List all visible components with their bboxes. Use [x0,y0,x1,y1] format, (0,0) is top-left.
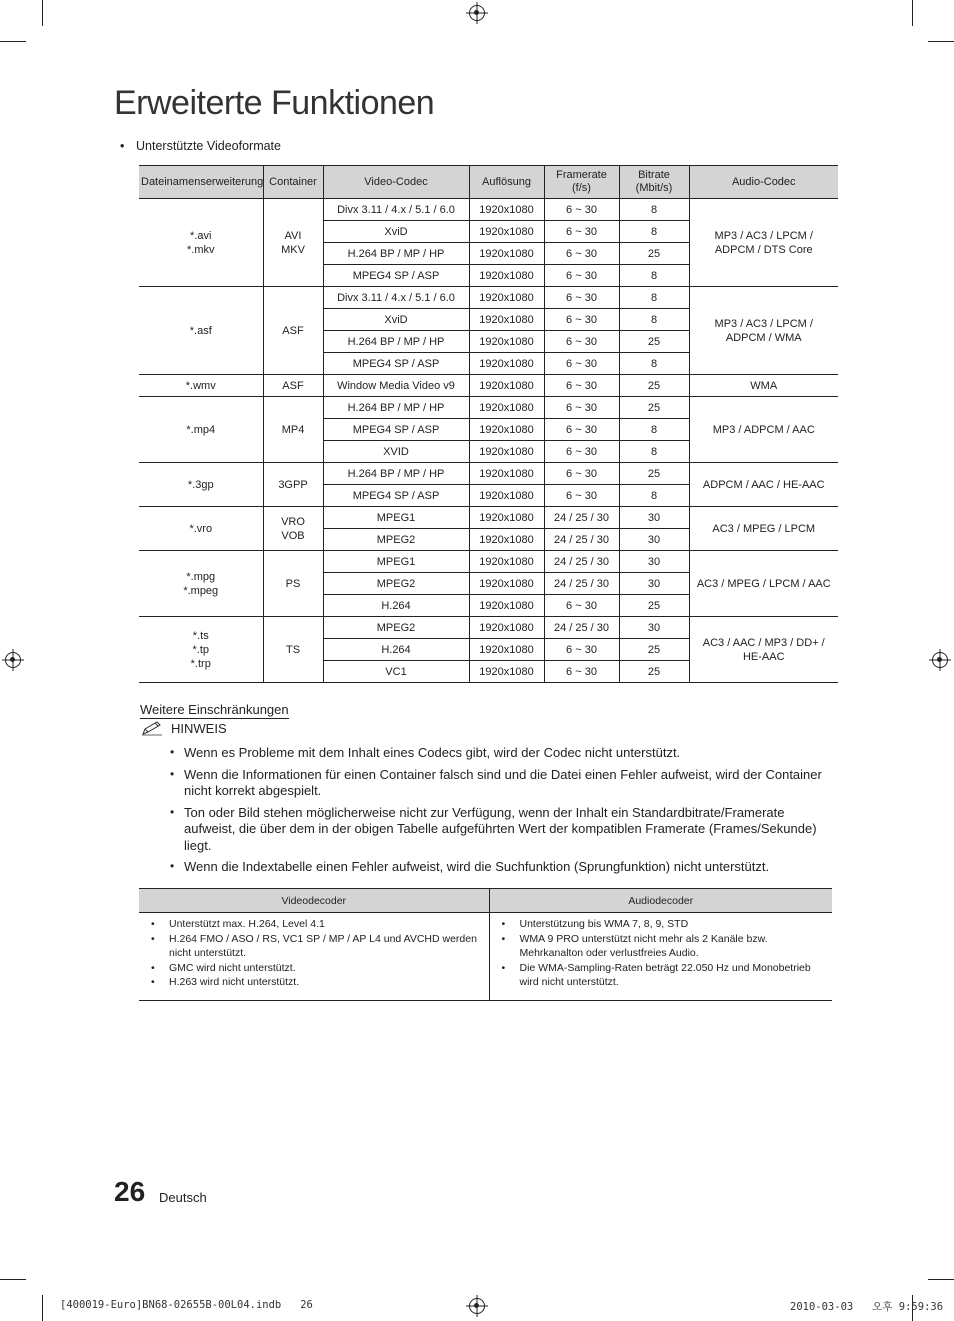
crop-mark [0,1279,26,1280]
cell-bitrate: 8 [619,287,689,309]
cell-resolution: 1920x1080 [469,199,544,221]
audiodecoder-cell [489,913,832,1001]
bullet-icon: • [120,139,125,153]
cell-audio-codec: MP3 / AC3 / LPCM / ADPCM / WMA [689,287,838,375]
cell-video-codec: MPEG1 [323,507,469,529]
note-item: • Wenn die Indextabelle einen Fehler aufweist, wird die Suchfunktion (Sprungfunktion) nicht unterstützt. [170,859,834,876]
videodecoder-cell [139,913,489,1001]
table-row [139,287,838,309]
cell-container: TS [263,617,323,683]
table-row [139,199,838,221]
page-number: 26 [114,1176,146,1207]
cell-audio-codec: WMA [689,375,838,397]
cell-resolution: 1920x1080 [469,309,544,331]
cell-resolution: 1920x1080 [469,441,544,463]
table-header-row [139,166,838,199]
cell-container: ASF [263,375,323,397]
cell-video-codec: MPEG4 SP / ASP [323,353,469,375]
cell-extension: *.asf [139,287,263,375]
header-bitrate: Bitrate (Mbit/s) [619,166,689,199]
note-item: • Wenn die Informationen für einen Container falsch sind und die Datei einen Fehler aufweist, wird der Container nicht korrekt abgespielt. [170,767,834,800]
note-item: • Ton oder Bild stehen möglicherweise nicht zur Verfügung, wenn der Inhalt ein Standardbitrate/Framerate aufweist, die über dem in der obigen Tabelle aufgeführten Wert der kompatiblen Framerate (Frames/Sekunde) liegt. [170,805,834,855]
cell-framerate: 6 ~ 30 [544,331,619,353]
cell-bitrate: 30 [619,529,689,551]
cell-framerate: 6 ~ 30 [544,419,619,441]
cell-bitrate: 25 [619,595,689,617]
cell-resolution: 1920x1080 [469,529,544,551]
cell-framerate: 6 ~ 30 [544,375,619,397]
cell-framerate: 6 ~ 30 [544,221,619,243]
registration-mark-icon [469,1298,485,1314]
cell-bitrate: 25 [619,661,689,683]
cell-bitrate: 8 [619,309,689,331]
cell-resolution: 1920x1080 [469,221,544,243]
header-audiodecoder: Audiodecoder [489,889,832,913]
audiodecoder-item: • WMA 9 PRO unterstützt nicht mehr als 2 Kanäle bzw. Mehrkanalton oder verlustfreies Audio. [496,932,829,961]
table-row [139,551,838,573]
cell-resolution: 1920x1080 [469,331,544,353]
audiodecoder-item: • Die WMA-Sampling-Raten beträgt 22.050 Hz und Monobetrieb wird nicht unterstützt. [496,961,829,990]
cell-video-codec: MPEG1 [323,551,469,573]
cell-audio-codec: AC3 / MPEG / LPCM / AAC [689,551,838,617]
cell-bitrate: 8 [619,221,689,243]
videodecoder-item: • Unterstützt max. H.264, Level 4.1 [145,917,485,932]
cell-bitrate: 8 [619,441,689,463]
cell-framerate: 6 ~ 30 [544,243,619,265]
cell-resolution: 1920x1080 [469,551,544,573]
cell-framerate: 24 / 25 / 30 [544,529,619,551]
page-language: Deutsch [159,1190,207,1205]
cell-video-codec: H.264 BP / MP / HP [323,397,469,419]
cell-bitrate: 8 [619,265,689,287]
header-framerate: Framerate (f/s) [544,166,619,199]
cell-video-codec: H.264 [323,595,469,617]
cell-bitrate: 8 [619,419,689,441]
cell-extension: *.3gp [139,463,263,507]
audiodecoder-item: • Unterstützung bis WMA 7, 8, 9, STD [496,917,829,932]
cell-resolution: 1920x1080 [469,507,544,529]
cell-bitrate: 30 [619,573,689,595]
cell-audio-codec: MP3 / ADPCM / AAC [689,397,838,463]
pencil-note-icon [141,720,163,736]
page-title: Erweiterte Funktionen [114,84,435,122]
cell-framerate: 24 / 25 / 30 [544,617,619,639]
table-row [139,397,838,419]
cell-video-codec: H.264 BP / MP / HP [323,243,469,265]
table-row [139,507,838,529]
cell-bitrate: 30 [619,551,689,573]
cell-video-codec: Divx 3.11 / 4.x / 5.1 / 6.0 [323,287,469,309]
header-video-codec: Video-Codec [323,166,469,199]
cell-container: PS [263,551,323,617]
cell-extension: *.ts *.tp *.trp [139,617,263,683]
cell-bitrate: 8 [619,485,689,507]
cell-container: MP4 [263,397,323,463]
cell-resolution: 1920x1080 [469,397,544,419]
cell-video-codec: MPEG4 SP / ASP [323,485,469,507]
cell-video-codec: MPEG4 SP / ASP [323,419,469,441]
cell-video-codec: XviD [323,309,469,331]
cell-container: ASF [263,287,323,375]
table-row [139,617,838,639]
cell-bitrate: 25 [619,331,689,353]
cell-bitrate: 25 [619,397,689,419]
cell-resolution: 1920x1080 [469,485,544,507]
videodecoder-item: • H.264 FMO / ASO / RS, VC1 SP / MP / AP L4 und AVCHD werden nicht unterstützt. [145,932,485,961]
header-videodecoder: Videodecoder [139,889,489,913]
cell-extension: *.vro [139,507,263,551]
cell-bitrate: 25 [619,463,689,485]
crop-mark [0,41,26,42]
cell-resolution: 1920x1080 [469,595,544,617]
cell-framerate: 6 ~ 30 [544,463,619,485]
note-list [170,745,834,881]
cell-resolution: 1920x1080 [469,243,544,265]
cell-extension: *.mpg *.mpeg [139,551,263,617]
cell-framerate: 6 ~ 30 [544,485,619,507]
cell-resolution: 1920x1080 [469,639,544,661]
header-audio-codec: Audio-Codec [689,166,838,199]
registration-mark-icon [5,652,21,668]
crop-mark [912,0,913,26]
cell-framerate: 6 ~ 30 [544,397,619,419]
cell-framerate: 6 ~ 30 [544,199,619,221]
cell-framerate: 6 ~ 30 [544,595,619,617]
cell-audio-codec: ADPCM / AAC / HE-AAC [689,463,838,507]
cell-resolution: 1920x1080 [469,463,544,485]
cell-video-codec: H.264 [323,639,469,661]
cell-bitrate: 25 [619,639,689,661]
cell-framerate: 24 / 25 / 30 [544,551,619,573]
cell-resolution: 1920x1080 [469,661,544,683]
cell-video-codec: MPEG2 [323,529,469,551]
header-extension: Dateinamenserweiterung [139,166,263,199]
cell-resolution: 1920x1080 [469,617,544,639]
videodecoder-item: • GMC wird nicht unterstützt. [145,961,485,976]
cell-framerate: 6 ~ 30 [544,441,619,463]
cell-video-codec: MPEG4 SP / ASP [323,265,469,287]
crop-mark [42,0,43,26]
cell-extension: *.avi *.mkv [139,199,263,287]
cell-container: AVI MKV [263,199,323,287]
crop-mark [928,1279,954,1280]
cell-resolution: 1920x1080 [469,375,544,397]
print-file-info: [400019-Euro]BN68-02655B-00L04.indb 26 [60,1299,313,1311]
cell-framerate: 24 / 25 / 30 [544,573,619,595]
cell-video-codec: MPEG2 [323,573,469,595]
cell-framerate: 6 ~ 30 [544,661,619,683]
cell-bitrate: 25 [619,375,689,397]
cell-bitrate: 25 [619,243,689,265]
video-format-table [139,165,838,683]
cell-resolution: 1920x1080 [469,573,544,595]
cell-framerate: 6 ~ 30 [544,639,619,661]
crop-mark [928,41,954,42]
note-label: HINWEIS [171,720,227,736]
crop-mark [42,1295,43,1321]
cell-container: 3GPP [263,463,323,507]
cell-resolution: 1920x1080 [469,265,544,287]
cell-extension: *.wmv [139,375,263,397]
cell-bitrate: 8 [619,353,689,375]
cell-resolution: 1920x1080 [469,353,544,375]
cell-resolution: 1920x1080 [469,287,544,309]
cell-audio-codec: MP3 / AC3 / LPCM / ADPCM / DTS Core [689,199,838,287]
registration-mark-icon [932,652,948,668]
cell-video-codec: H.264 BP / MP / HP [323,463,469,485]
decoder-header-row [139,889,832,913]
cell-audio-codec: AC3 / MPEG / LPCM [689,507,838,551]
print-timestamp: 2010-03-03 오후 9:59:36 [790,1301,944,1313]
cell-framerate: 6 ~ 30 [544,309,619,331]
cell-bitrate: 8 [619,199,689,221]
restrictions-title: Weitere Einschränkungen [140,702,289,717]
cell-framerate: 6 ~ 30 [544,287,619,309]
videodecoder-item: • H.263 wird nicht unterstützt. [145,975,485,990]
decoder-row [139,913,832,1001]
cell-framerate: 24 / 25 / 30 [544,507,619,529]
cell-bitrate: 30 [619,507,689,529]
note-heading [141,720,227,736]
registration-mark-icon [469,5,485,21]
cell-video-codec: VC1 [323,661,469,683]
section-bullet [120,139,281,153]
note-item: • Wenn es Probleme mit dem Inhalt eines Codecs gibt, wird der Codec nicht unterstützt. [170,745,834,762]
cell-extension: *.mp4 [139,397,263,463]
cell-video-codec: Window Media Video v9 [323,375,469,397]
cell-framerate: 6 ~ 30 [544,265,619,287]
header-container: Container [263,166,323,199]
decoder-table [139,888,832,1001]
table-row [139,375,838,397]
cell-framerate: 6 ~ 30 [544,353,619,375]
cell-resolution: 1920x1080 [469,419,544,441]
cell-video-codec: H.264 BP / MP / HP [323,331,469,353]
cell-container: VRO VOB [263,507,323,551]
header-resolution: Auflösung [469,166,544,199]
cell-video-codec: XVID [323,441,469,463]
section-bullet-label: Unterstützte Videoformate [136,139,281,153]
cell-audio-codec: AC3 / AAC / MP3 / DD+ / HE-AAC [689,617,838,683]
table-row [139,463,838,485]
cell-video-codec: XviD [323,221,469,243]
cell-video-codec: MPEG2 [323,617,469,639]
cell-video-codec: Divx 3.11 / 4.x / 5.1 / 6.0 [323,199,469,221]
cell-bitrate: 30 [619,617,689,639]
